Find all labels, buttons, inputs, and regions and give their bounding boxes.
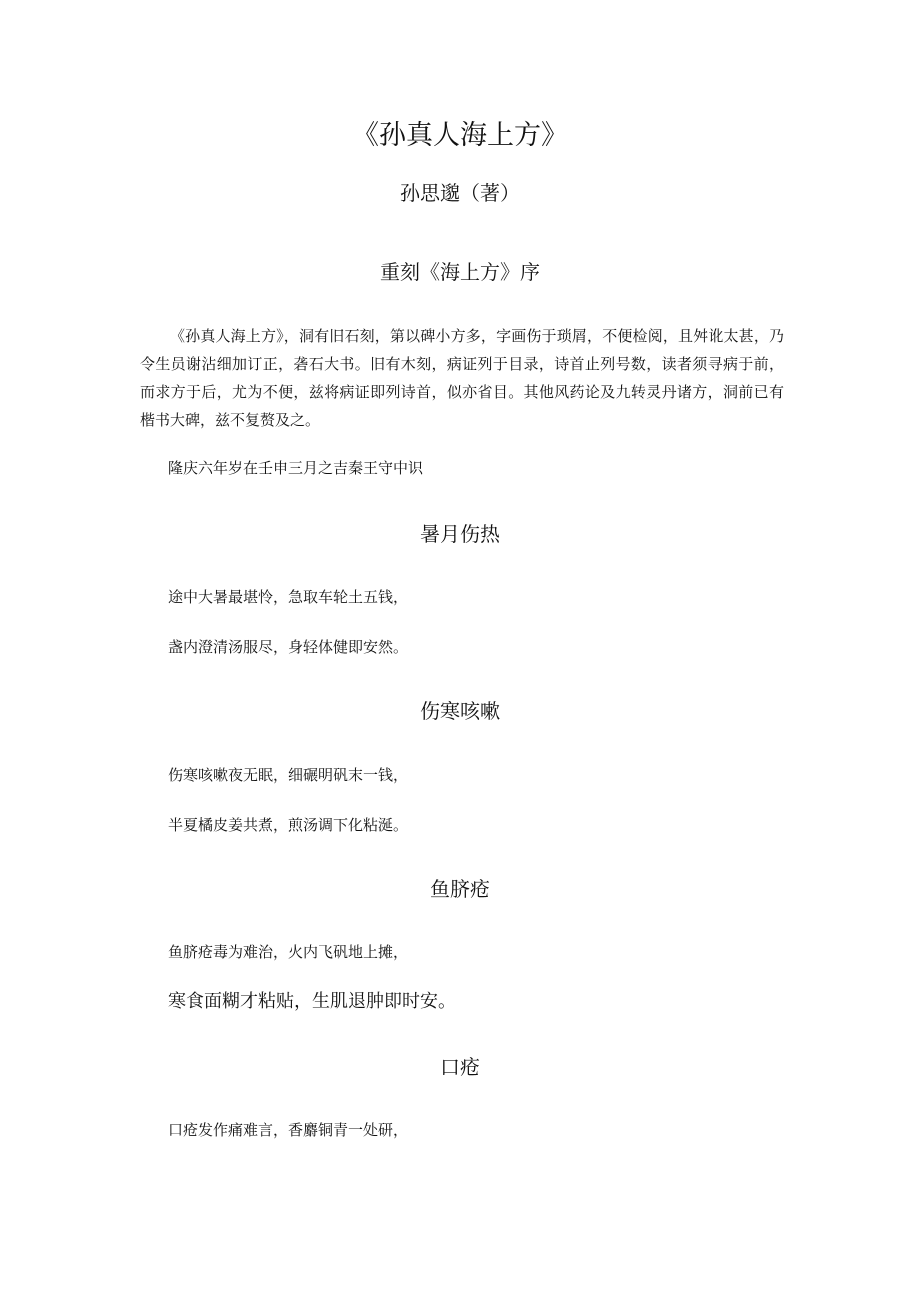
section-heading: 伤寒咳嗽 [420, 699, 500, 723]
verse-line: 鱼脐疮毒为难治，火内飞矾地上摊， [168, 943, 409, 961]
document-author: 孙思邈（著） [400, 181, 520, 205]
section-heading: 口疮 [440, 1055, 480, 1079]
preface-signature: 隆庆六年岁在壬申三月之吉秦王守中识 [168, 459, 424, 477]
section-heading: 鱼脐疮 [430, 877, 490, 901]
preface-body: 《孙真人海上方》，洞有旧石刻，第以碑小方多，字画伤于琐屑，不便检阅，且舛讹太甚，乃令生员谢沾细加订正，砻石大书。旧有木刻，病证列于目录，诗首止列号数，读者须寻病于前，而求方于后，尤为不便，兹将病证即列诗首，似亦省目。其他风药论及九转灵丹诸方，洞前已有楷书大碑，兹不复赘及之。 [140, 327, 784, 429]
verse-line: 口疮发作痛难言，香麝铜青一处研， [168, 1121, 409, 1139]
preface-heading: 重刻《海上方》序 [380, 260, 540, 284]
verse-line: 伤寒咳嗽夜无眠，细碾明矾末一钱， [168, 766, 409, 784]
verse-line: 盏内澄清汤服尽，身轻体健即安然。 [168, 638, 409, 656]
section-heading: 暑月伤热 [420, 522, 500, 546]
verse-line: 途中大暑最堪怜，急取车轮土五钱， [168, 588, 409, 606]
document-title: 《孙真人海上方》 [352, 120, 568, 151]
verse-line: 寒食面糊才粘贴，生肌退肿即时安。 [168, 991, 456, 1012]
verse-line: 半夏橘皮姜共煮，煎汤调下化粘涎。 [168, 816, 409, 834]
